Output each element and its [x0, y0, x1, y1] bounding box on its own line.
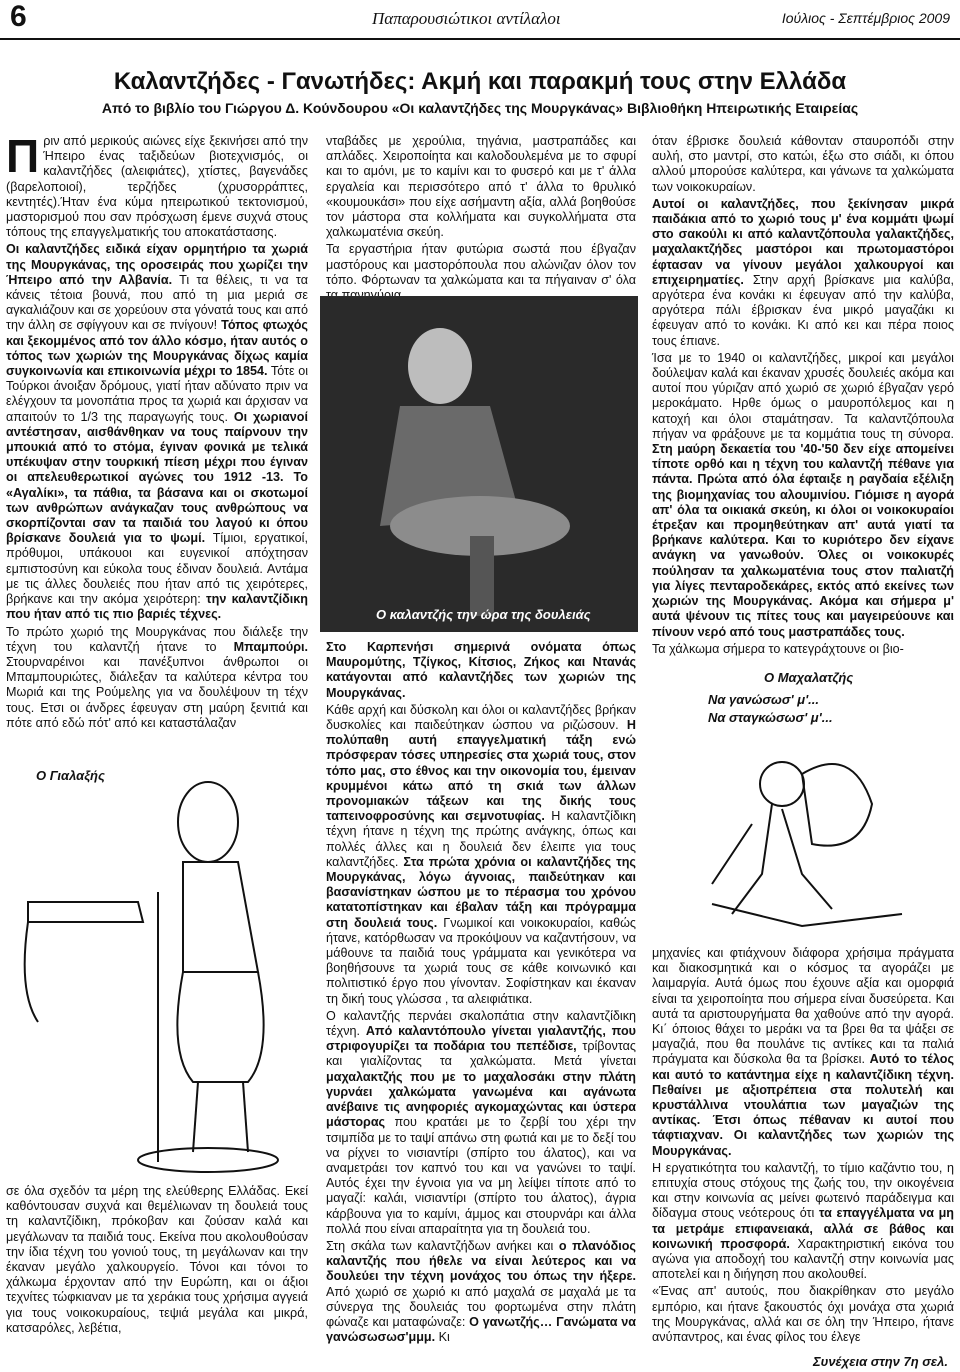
text-run: Η εργατικότητα του καλαντζή, το τίμιο καζάντιο του, η επιτυχία στους στόχους της ζωής του, την οικογένεια και στην κοινωνία ας μείνει φωτεινό παράδειγμα και δίδαγμα στους νεότερους ότι [652, 1160, 954, 1221]
bold-run: Μπαμπούρι. [233, 639, 308, 654]
paragraph [326, 1239, 636, 1345]
text-run: που κρατάει με το ζερβί του χέρι την τσιμπίδα με το ταψί απάνω στη φωτιά και με το δεξί του να ρίχνει το νισιαντίρι (σπίρτο του άλατος), και να αναμετράει τον καπνό του και να γανώνει το ταψί. Αυτός έχει την έγνοια για να μη λείψει τίποτε από το μαγαζί: καλάι, νισιαντίρι (σπίρτο του άλατος), άγρια κάρβουνα για το καμίνι, άμμος και στουρνάρι και άλλα πολλά που είναι απαραίτητα για τη δουλειά του. [326, 1115, 636, 1236]
drawing-mahalatzis [652, 664, 956, 942]
paragraph [326, 640, 636, 701]
paragraph: όταν έβρισκε δουλειά κάθονταν σταυροπόδι στην αυλή, στο μαντρί, στο κατώι, έξω στο σιάδι, κι όπου αλλού μπορούσε καλύτερα, και γάνωνε τα χαλκώματα των νοικοκυραίων. [652, 134, 954, 194]
column-1-top [6, 130, 308, 750]
text-run: Ο καλαντζής περνάει σκαλοπάτια στην καλαντζίδικη τέχνη. [326, 1008, 636, 1039]
text-run: Χαρακτηριστική εικόνα του αγώνα για αποδοχή του καλαντζή στην κοινωνία μας αποτελεί και η διήγηση που ακολουθεί. [652, 1236, 954, 1282]
photo-worker [320, 296, 638, 632]
paragraph: σε όλα σχεδόν τα μέρη της ελεύθερης Ελλάδας. Εκεί καθόντουσαν συχνά και θεμέλιωναν τη δουλειά τους τη καλαντζίδικη, πρόκοβαν και ζούσαν καλά και μεγάλωναν τα παιδιά τους. Εκείνα που ακολουθούσαν την ίδια τέχνη του γονιού τους, τη μεγάλωναν και την έκαναν μεγάλο χαλκουργείο. Τόνοι και τόνοι το χάλκωμα έρχονταν από την Ευρώπη, και οι άξιοι τεχνίτες τώφκιαναν με τα χεράκια τους χρήσιμα αγγειά για τους νοικοκυραίους, τεψιά μεγάλα και μικρά, κατσαρόλες, λεβέτια, [6, 1184, 308, 1335]
paragraph [6, 625, 308, 731]
column-3-bottom [652, 946, 954, 1346]
text-run: Στην αρχή βρίσκανε μια καλύβα, αργότερα ένα κονάκι κι έφευγαν από την καλύβα, αργότερα πάλι έβρισκαν ένα μικρό μαγαζάκι κι έφευγαν από το κονάκι. Κι από κει και πέρα ποιος τους έπιανε. [652, 272, 954, 348]
paragraph: Τα εργαστήρια ήταν φυτώρια σωστά που έβγαζαν μαστόρους και μαστορόπουλα που αλώνιζαν όλον τον τόπο. Φόρτωναν τα χαλκώματα και τα πήγαιναν σ' όλα [326, 242, 636, 287]
bold-run: Αυτοί οι καλαντζήδες, που ξεκίνησαν μικρά παιδάκια από το χωριό τους μ' ένα κομμάτι ψωμί στο σακούλι κι από καλαντζόπουλα γαλακτζήδες, μαχαλακτζήδες μαστόροι και πρωτομαστόροι έφτασαν να γίνουν μεγάλοι χαλκουργοί και επιχειρηματίες. [652, 196, 954, 287]
text-run: Στουρναρέινοι και πανέξυπνοι άνθρωποι οι Μπαμπουριώτες, διάλεξαν τα καλύτερα κέντρα του Μωριά και της Ρούμελης για να δουλέψουν τη τέχν τους. Ετσι οι άνδρες έφευγαν στη μαύρη ξενιτιά και πότε από εδώ πότ' από κει καταστάλαζαν [6, 654, 308, 730]
header-rule [0, 38, 960, 40]
bold-run: Από καλαντόπουλο γίνεται γιαλαντζής, που στριφογυρίζει τα ποδάρια του πεπέδισε, [326, 1024, 636, 1054]
bold-run: Στο Καρπενήσι σημερινά ονόματα όπως Μαυρομύτης, Τζίγκος, Κίτσιος, Ζήκος και Ντανάς κατάγονται από καλαντζήδες των χωριών της Μουργκάνας. [326, 640, 636, 700]
text-run: Γνωμικοί και νοικοκυραίοι, καθώς ήτανε, κατόρθωσαν να προκόψουν να καζαντήσουν, να μάθουνε τα παιδιά τους γράμματα και γενικότερα να βοηθήσουνε τα χωριά τους σε κάθε κοινωνικό και πολιτιστικό έργο που γίνονταν. Σοφίστηκαν και έκαναν τη δική τους γλώσσα , τα αλειφιάτικα. [326, 915, 636, 1006]
text-run: τρίβοντας και γιαλίζοντας τα χαλκώματα. Μετά γίνεται [326, 1039, 636, 1069]
issue-date: Ιούλιος - Σεπτέμβριος 2009 [781, 10, 950, 26]
text-run: ριν από μερικούς αιώνες είχε ξεκινήσει από την Ήπειρο ένας ταξιδεύων βιοτεχνισμός, οι καλαντζήδες (αλειφιάτες), χτίστες, βαγενάδες (βαρελοποιοί), τερζήδες (χρυσορράπτες, κεντητές).Ήταν ένα κύμα ηπειρωτικού τεκτονισμού, μαστορισμού που σαν πρόσχωση έμενε συχνά στους τόπους της επαγγελματικής του αποκατάστασης. [6, 134, 308, 240]
text-run: Κάθε αρχή και δύσκολη και όλοι οι καλαντζήδες βρήκαν δυσκολίες και παιδεύτηκαν ώσπου να ριζώσουν. [326, 702, 636, 733]
bold-run: Στη μαύρη δεκαετία του '40-'50 δεν είχε απομείνει τίποτε ορθό και η τέχνη του καλαντζή πέθανε για πάντα. [652, 442, 954, 487]
bold-run: Οι χωριανοί αντέστησαν, αισθάνθηκαν να τους παίρνουν την μπουκιά από το στόμα, έγιναν φονικά με τελικά υπέκυψαν στην τουρκική πίεση μέχρι που έγιναν οι απελευθερωτικοί αγώνες του 1912 -13. Το «Αγαλίκι», τα πάθια, τα βάσανα και οι σκοτωμοί των ανθρώπων ανάγκαζαν τους ανθρώπους να σκορπίζονται σαν τα παιδιά του λαγού κι όπου βρίσκανε δουλειά για το ψωμί. [6, 409, 308, 546]
drawing-caption: Ο Γιαλαξής [36, 768, 105, 783]
text-run: Το πρώτο χωριό της Μουργκάνας που διάλεξε την τέχνη του καλαντζή ήτανε το [6, 624, 308, 654]
text-run: Τι τα θέλεις, τι να τα κάνεις τέτοια βουνά, που από τη μια μεριά σε αγκαλιάζουν και σε χορεύουν στα γόνατά τους και από την άλλη σε σφίγγουν και σε πνίγουν! [6, 272, 308, 333]
bold-run: ο πλανόδιος καλαντζής που ήθελε να είναι λεύτερος και να δουλεύει την τέχνη μονάχος του όπως την ήξερε. [326, 1238, 636, 1284]
speech-line-2: Να σταγκώσωσ' μ'... [708, 710, 833, 725]
column-3-top [652, 134, 954, 658]
paragraph [652, 946, 954, 1159]
paragraph [652, 197, 954, 349]
column-2-bottom [326, 640, 636, 1372]
bold-run: τα επαγγέλματα να μη τα μετράμε επιφανειακά, αλλά σε βάθος και κοινωνική προσφορά. [652, 1206, 954, 1251]
paragraph [326, 703, 636, 1007]
column-1-bottom [6, 1184, 308, 1372]
speech-line-1: Να γανώσωσ' μ'... [708, 692, 820, 707]
bold-run: την καλαντζίδικη που ήταν από τις πιο βαριές τέχνες. [6, 592, 308, 622]
paragraph [6, 242, 308, 622]
paragraph: νταβάδες με χερούλια, τηγάνια, μαστραπάδες και απλάδες. Χειροποίητα και καλοδουλεμένα με το σφυρί και το αμόνι, με το καμίνι και το φυσερό και με τ' άλλα εργαλεία και περισσότερο από τ' άλλα το θρυλικό «κουμουκάσι» που είχε ασήμαντη αξία, αλλά βοηθούσε τον μάστορα στα κολλήματα και συγκολλήματα στα χαλκωματένια σκεύη. [326, 134, 636, 240]
bold-run: Τόπος φτωχός και ξεκομμένος από τον άλλο κόσμο, ήταν αυτός ο τόπος των χωριών της Μουργκάνας δίχως καμία συγκοινωνία και επικοινωνία μέχρι το 1854. [6, 318, 308, 379]
text-run: Τότε οι Τούρκοι άνοιξαν δρόμους, γιατί ήταν αδύνατο πριν να ελέγχουν τα μονοπάτια προς τα χωριά και άρχισαν να απαιτούν το 1/3 της παραγωγής τους. [6, 364, 308, 424]
bold-run: Ο γανωτζής… Γανώματα να γανώσωσωσ'μμμ. [326, 1314, 636, 1345]
text-run: μηχανίες και φτιάχνουν διάφορα χρήσιμα πράγματα και διακοσμητικά και ο κόσμος τα αγοράζει με λαιμαργία. Αυτά όμως που έχουνε αξία και ομορφιά είναι τα χειροποίητα που σήμερα είναι δυσεύρετα. Και αυτά τα αριστουργήματα θα χαθούνε από την αγορά. Κι΄ όποιος θάχει το μεράκι να τα βρει θα τα ψάξει σε μαγαζιά, που θα πουλάνε τις αντίκες και τα παλιά πράγματα και δύσκολα θα τα βρίσκει. [652, 946, 954, 1067]
article-title: Καλαντζήδες - Γανωτήδες: Ακμή και παρακμή τους στην Ελλάδα [113, 68, 847, 95]
figure-illustration [8, 752, 308, 1182]
photo-caption: Ο καλαντζής την ώρα της δουλειάς [376, 607, 591, 622]
figure-photograph [320, 296, 638, 632]
newspaper-name: Παπαρουσιώτικοι αντίλαλοι [372, 9, 561, 28]
figure-illustration [652, 664, 956, 942]
bold-run: Πρώτα από όλα έφταιξε η ραγδαία εξέλιξη της βιομηχανίας του αλουμινίου. Γιόμισε η αγορά απ' όλα τα οικιακά σκεύη, κι όλοι οι νοικοκυραίοι έτρεξαν και προμηθεύτηκαν απ' αυτά γιατί τα βρήκανε καλύτερα. Και το κυριότερο δεν είχανε ανάγκη να γανωθούν. Όλες οι νοικοκυρές πούλησαν τα χαλκωματένια τους στον παλιατζή για λίγες πενταροδεκάρες, εκτός από εκείνες των χωριών της Μουργκάνας. Ακόμα και σήμερα μ' αυτά ψένουν τις πίτες τους και μαγειρεύουνε και πίνουν νερό από τους μαστραπάδες τους. [652, 472, 954, 639]
article-subtitle: Από το βιβλίο του Γιώργου Δ. Κούνδουρου «Οι καλαντζήδες της Μουργκάνας» Βιβλιοθήκη Ηπειρωτικής Εταιρείας [101, 100, 859, 116]
text-run: Ίσα με το 1940 οι καλαντζήδες, μικροί και μεγάλοι δούλεψαν καλά και έκαναν χρυσές δουλειές ακόμα και αυτοί που γύριζαν από χωριό σε χωριό έβγαζαν γερό μεροκάματο. Ηρθε όμως ο μαυροπόλεμος και η κατοχή και όλοι σταμάτησαν. Τα καλαντζόπουλα πήγαν να φράξουνε με τα κομμάτια τους τη σύνορα. [652, 350, 954, 441]
bold-run: Αυτό το τέλος και αυτό το κατάντημα είχε η καλαντζίδικη τέχνη. Πεθαίνει με αξιοπρέπεια στα πολυτελή και κρυστάλλινα ντουλάπια των μαγαζιών της αντίκας. Έτσι όπως πέθαναν κι αυτοί που τάφτιαχναν. Οι καλαντζήδες των χωριών της Μουργκάνας. [652, 1052, 954, 1158]
paragraph [326, 1009, 636, 1237]
page-number: 6 [10, 0, 27, 33]
page-header [0, 0, 960, 44]
paragraph [652, 351, 954, 640]
text-run: Από χωριό σε χωριό κι από μαχαλά σε μαχαλά με τα σύνεργα της δουλειάς του φορτωμένα στην πλάτη φώναζε και ματαφώναζε: [326, 1284, 636, 1329]
column-2-top [326, 134, 636, 290]
bold-run: Η πολύπαθη αυτή επαγγελματική τάξη ενώ πρόσφεραν τόσες υπηρεσίες στα χωριά τους, στον τόπο μας, στο έθνος και την οικονομία του, έμειναν κρυμμένοι κάτω από τη σκιά των άλλων προνομιακών τάξεων και της δικής τους ταπεινοφροσύνης και σεμνοτυφίας. [326, 718, 636, 824]
text-run: Στη σκάλα των καλαντζήδων ανήκει και [326, 1238, 559, 1253]
drawing-caption: Ο Μαχαλατζής [764, 670, 854, 685]
text-run: Τίμιοι, εργατικοί, πρόθυμοι, υπάκουοι και ευγενικοί απόχτησαν εμπιστοσύνη και εύκολα τους έδιναν δουλειά. Αντάμα με τις άλλες δουλειές που ήταν από τις χειρότερες, βρήκανε και την ακόμα χειρότερη: [6, 531, 308, 607]
drawing-gialaxis [8, 752, 308, 1182]
text-run: Η καλαντζίδικη τέχνη ήτανε η τέχνη της πρώτης ανάγκης, όπως και πολλές άλλες και η δουλειά δεν έλειπε για τους καλαντζήδες. [326, 809, 636, 869]
continued-note: Συνέχεια στην 7η σελ. [812, 1354, 948, 1369]
bold-run: Οι καλαντζήδες ειδικά είχαν ορμητήριο τα χωριά της Μουργκάνας, της οροσειράς που χωρίζει την Ήπειρο από την Αλβανία. [6, 242, 308, 287]
drop-cap: Π [6, 130, 40, 182]
bold-run: μαχαλακτζής που με το μαχαλοσάκι στην πλάτη γυρνάει χαλκώματα γανωμένα και αγάνωτα ανέβαινε τις ανηφοριές αγκομαχώντας και ύστερα μάστορας [326, 1069, 636, 1130]
paragraph: «Ένας απ' αυτούς, που διακρίθηκαν στο μεγάλο εμπόριο, και ήτανε ξακουστός όχι μονάχα στα χωριά της Μουργκάνας, αλλά και σε όλη την Ήπειρο, ήτανε ανύπαντρος, και ένας φίλος του έλεγε [652, 1284, 954, 1345]
text-run: Κι [435, 1330, 450, 1345]
bold-run: Στα πρώτα χρόνια οι καλαντζήδες της Μουργκάνας, λόγω άγνοιας, παιδεύτηκαν και βασανίστηκαν ώσπου με το πέρασμα του χρόνου κατατοπίστηκαν και έβαλαν τάξη και πρόγραμμα στη δουλειά τους. [326, 854, 636, 930]
paragraph [652, 1161, 954, 1283]
paragraph [6, 130, 308, 240]
paragraph: Τα χάλκωμα σήμερα το κατεγράχτουνε οι βιο- [652, 641, 904, 656]
